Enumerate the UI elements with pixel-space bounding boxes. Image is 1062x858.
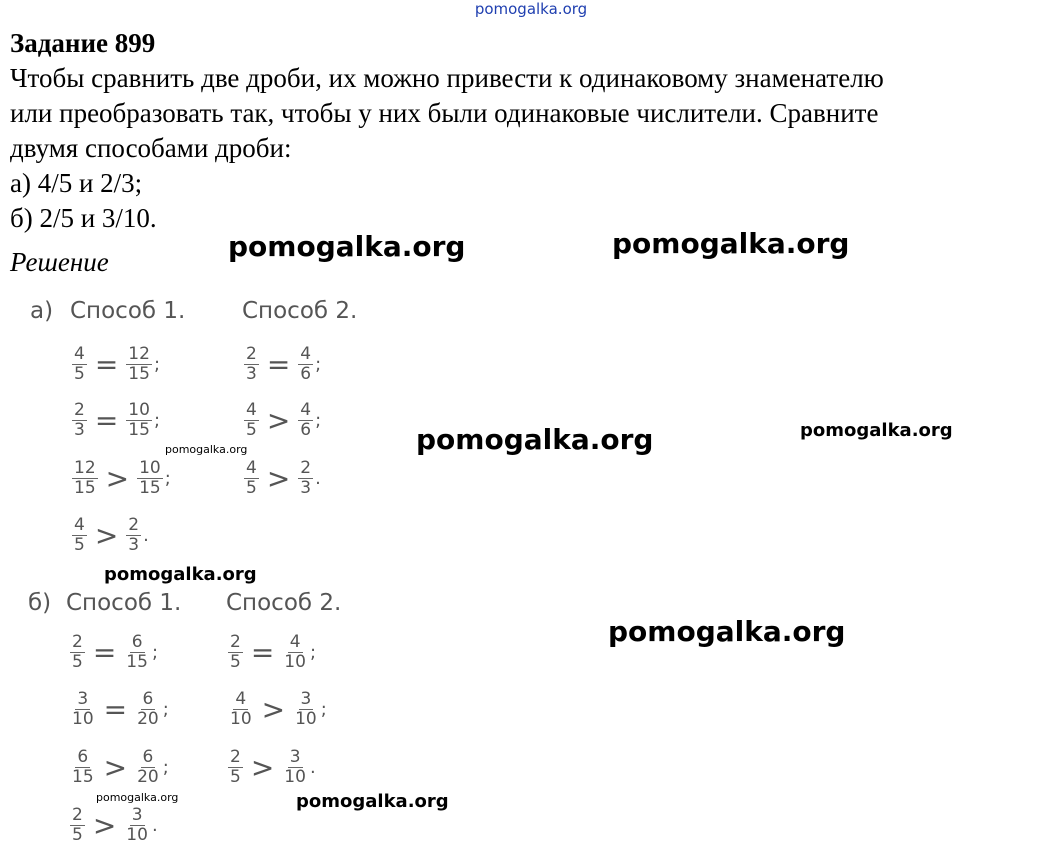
part-b-method2: Способ 2.: [226, 590, 342, 616]
numerator: 2: [300, 458, 312, 478]
equation: [228, 633, 316, 672]
fraction: [126, 401, 152, 440]
punctuation: ;: [164, 468, 171, 489]
denominator: 15: [139, 478, 161, 498]
fraction: [126, 345, 152, 384]
operator: =: [92, 635, 117, 669]
denominator: 15: [126, 652, 148, 672]
part-a-label: а): [30, 298, 54, 324]
numerator: 12: [74, 458, 96, 478]
equation: [72, 345, 160, 384]
statement-line: б) 2/5 и 3/10.: [10, 203, 157, 233]
solution-label: Решение: [10, 247, 109, 277]
numerator: 2: [230, 632, 241, 652]
equation: [228, 690, 327, 729]
denominator: 5: [74, 535, 85, 555]
fraction: [70, 690, 96, 729]
fraction: [72, 401, 87, 440]
punctuation: .: [315, 468, 321, 489]
equation: [70, 633, 158, 672]
fraction: [135, 690, 161, 729]
denominator: 15: [128, 364, 150, 384]
fraction: [298, 401, 313, 440]
punctuation: ;: [320, 699, 327, 720]
fraction: [228, 690, 254, 729]
numerator: 10: [128, 400, 150, 420]
denominator: 20: [137, 767, 159, 787]
numerator: 4: [289, 632, 301, 652]
punctuation: ;: [151, 642, 159, 663]
denominator: 6: [300, 364, 312, 384]
watermark: pomogalka.org: [96, 791, 179, 804]
punctuation: ;: [153, 354, 161, 375]
watermark: pomogalka.org: [612, 227, 850, 260]
statement-line: двумя способами дроби:: [10, 133, 292, 163]
operator: =: [266, 347, 291, 381]
equation: [72, 401, 160, 440]
denominator: 3: [128, 535, 140, 555]
punctuation: .: [151, 815, 158, 836]
numerator: 2: [72, 805, 83, 825]
equation: [70, 806, 158, 845]
operator: >: [103, 750, 128, 784]
numerator: 6: [131, 632, 143, 652]
fraction: [124, 806, 150, 845]
denominator: 10: [295, 709, 317, 729]
fraction: [70, 633, 85, 672]
denominator: 15: [72, 767, 94, 787]
denominator: 3: [300, 478, 312, 498]
part-a-method1: Способ 1.: [70, 298, 186, 324]
denominator: 10: [230, 709, 252, 729]
operator: >: [250, 750, 275, 784]
denominator: 5: [72, 825, 83, 845]
fraction: [293, 690, 319, 729]
watermark: pomogalka.org: [228, 230, 466, 263]
numerator: 3: [289, 747, 301, 767]
denominator: 5: [246, 478, 257, 498]
task-statement: [10, 61, 1060, 236]
part-b-method1: Способ 1.: [66, 590, 182, 616]
fraction: [70, 806, 85, 845]
equation: [228, 748, 316, 787]
numerator: 6: [77, 747, 89, 767]
denominator: 5: [74, 364, 85, 384]
fraction: [244, 345, 259, 384]
statement-line: Чтобы сравнить две дроби, их можно привести к одинаковому знаменателю: [10, 63, 884, 93]
numerator: 4: [235, 689, 247, 709]
numerator: 12: [128, 344, 150, 364]
operator: >: [94, 518, 119, 552]
statement-line: а) 4/5 и 2/3;: [10, 168, 143, 198]
denominator: 20: [137, 709, 159, 729]
operator: =: [94, 347, 119, 381]
operator: >: [266, 461, 291, 495]
operator: >: [261, 692, 286, 726]
numerator: 2: [128, 515, 140, 535]
statement-line: или преобразовать так, чтобы у них были одинаковые числители. Сравните: [10, 98, 879, 128]
equation: [70, 690, 169, 729]
equation: [70, 748, 169, 787]
numerator: 4: [300, 400, 312, 420]
numerator: 10: [139, 458, 161, 478]
fraction: [72, 345, 87, 384]
numerator: 2: [72, 632, 83, 652]
task-title: Задание 899: [10, 28, 156, 58]
watermark: pomogalka.org: [104, 564, 257, 585]
numerator: 3: [77, 689, 89, 709]
fraction: [228, 748, 243, 787]
fraction: [298, 459, 313, 498]
operator: =: [94, 403, 119, 437]
punctuation: ;: [162, 757, 169, 778]
punctuation: ;: [315, 354, 322, 375]
fraction: [228, 633, 243, 672]
fraction: [298, 345, 313, 384]
equation: [244, 459, 321, 498]
watermark: pomogalka.org: [608, 615, 846, 648]
fraction: [137, 459, 163, 498]
fraction: [282, 633, 308, 672]
denominator: 3: [246, 364, 257, 384]
equation: [72, 516, 149, 555]
operator: >: [266, 403, 291, 437]
operator: >: [105, 461, 130, 495]
watermark-top: pomogalka.org: [474, 0, 588, 18]
fraction: [124, 633, 150, 672]
operator: =: [250, 635, 275, 669]
punctuation: ;: [153, 410, 161, 431]
denominator: 10: [72, 709, 94, 729]
denominator: 5: [246, 420, 257, 440]
punctuation: .: [309, 757, 316, 778]
fraction: [244, 459, 259, 498]
punctuation: .: [143, 525, 149, 546]
numerator: 4: [246, 400, 257, 420]
numerator: 4: [74, 515, 85, 535]
denominator: 15: [128, 420, 150, 440]
denominator: 5: [230, 767, 241, 787]
punctuation: ;: [315, 410, 322, 431]
denominator: 10: [284, 767, 306, 787]
numerator: 4: [74, 344, 85, 364]
part-b-label: б): [28, 590, 52, 616]
equation: [244, 345, 321, 384]
denominator: 6: [300, 420, 312, 440]
equation: [72, 459, 171, 498]
denominator: 10: [126, 825, 148, 845]
denominator: 10: [284, 652, 306, 672]
watermark: pomogalka.org: [416, 423, 654, 456]
operator: =: [103, 692, 128, 726]
watermark: pomogalka.org: [296, 791, 449, 812]
numerator: 2: [230, 747, 241, 767]
fraction: [244, 401, 259, 440]
numerator: 6: [142, 689, 154, 709]
operator: >: [92, 808, 117, 842]
fraction: [282, 748, 308, 787]
fraction: [72, 516, 87, 555]
fraction: [126, 516, 141, 555]
fraction: [72, 459, 98, 498]
fraction: [135, 748, 161, 787]
numerator: 4: [300, 344, 312, 364]
punctuation: ;: [309, 642, 317, 663]
denominator: 5: [72, 652, 83, 672]
numerator: 6: [142, 747, 154, 767]
watermark: pomogalka.org: [165, 443, 248, 456]
equation: [244, 401, 321, 440]
numerator: 3: [131, 805, 143, 825]
denominator: 5: [230, 652, 241, 672]
numerator: 3: [300, 689, 312, 709]
punctuation: ;: [162, 699, 169, 720]
denominator: 3: [74, 420, 85, 440]
numerator: 2: [246, 344, 257, 364]
part-a-method2: Способ 2.: [242, 298, 358, 324]
numerator: 4: [246, 458, 257, 478]
denominator: 15: [74, 478, 96, 498]
watermark: pomogalka.org: [800, 420, 953, 441]
fraction: [70, 748, 96, 787]
numerator: 2: [74, 400, 85, 420]
